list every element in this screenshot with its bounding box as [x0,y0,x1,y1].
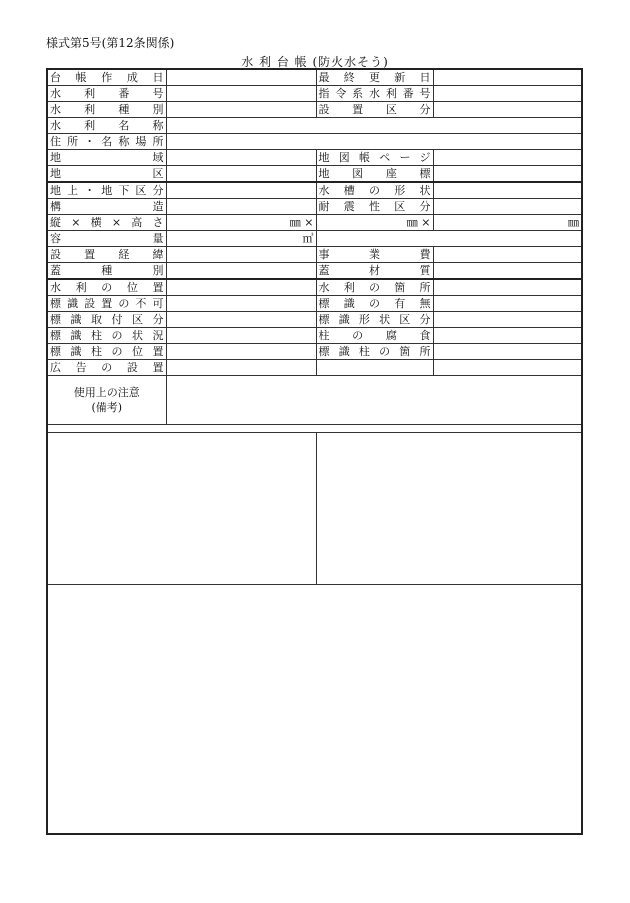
value-address[interactable] [166,134,581,150]
value-sign-shape[interactable] [433,312,581,328]
label-ground-type: 地上・地下区分 [48,182,166,199]
label-seismic: 耐震性区分 [316,199,433,215]
label-lid-material: 蓋材質 [316,263,433,280]
label-region: 地域 [48,150,166,166]
value-created-date[interactable] [166,70,316,86]
dimension-width[interactable]: ㎜ × [316,215,433,231]
label-map-page: 地図帳ページ [316,150,433,166]
table-row [48,118,581,134]
value-ground-type[interactable] [166,182,316,199]
value-district[interactable] [166,166,316,183]
value-water-location[interactable] [433,279,581,296]
label-install-category: 設置区分 [316,102,433,118]
table-row [48,344,581,360]
value-pole-location[interactable] [433,344,581,360]
table-row [48,360,581,376]
value-map-coords[interactable] [433,166,581,183]
value-seismic[interactable] [433,199,581,215]
photo-area [48,432,581,585]
map-area [48,584,581,833]
label-tank-shape: 水槽の形状 [316,182,433,199]
label-sign-mount: 標識取付区分 [48,312,166,328]
usage-notes-title: 使用上の注意 [73,386,140,399]
table-row [48,182,581,199]
dimension-length[interactable]: ㎜ × [166,215,316,231]
label-pole-corrosion: 柱の腐食 [316,328,433,344]
label-structure: 構造 [48,199,166,215]
value-water-position[interactable] [166,279,316,296]
label-advertising: 広告の設置 [48,360,166,376]
form-number: 様式第5号(第12条関係) [46,36,175,50]
label-address: 住所・名称場所 [48,134,166,150]
label-install-history: 設置経緯 [48,247,166,263]
value-region[interactable] [166,150,316,166]
table-row [48,166,581,183]
label-pole-status: 標識柱の状況 [48,328,166,344]
label-sign-shape: 標識形状区分 [316,312,433,328]
label-district: 地区 [48,166,166,183]
value-lid-type[interactable] [166,263,316,280]
value-map-page[interactable] [433,150,581,166]
ledger-table [48,70,581,425]
value-structure[interactable] [166,199,316,215]
value-sign-possible[interactable] [166,296,316,312]
dimension-height[interactable]: ㎜ [433,215,581,231]
value-command-number[interactable] [433,86,581,102]
value-last-updated[interactable] [433,70,581,86]
value-install-category[interactable] [433,102,581,118]
label-pole-location: 標識柱の箇所 [316,344,433,360]
label-command-number: 指令系水利番号 [316,86,433,102]
table-row [48,328,581,344]
value-pole-position[interactable] [166,344,316,360]
ledger-frame [46,68,583,835]
label-created-date: 台帳作成日 [48,70,166,86]
label-sign-present: 標識の有無 [316,296,433,312]
table-row [48,86,581,102]
value-tank-shape[interactable] [433,182,581,199]
table-row [48,296,581,312]
label-dimensions: 縦×横×高さ [48,215,166,231]
label-water-name: 水利名称 [48,118,166,134]
label-map-coords: 地図座標 [316,166,433,183]
value-advertising[interactable] [166,360,316,376]
table-row [48,247,581,263]
value-water-number[interactable] [166,86,316,102]
table-row [48,70,581,86]
label-capacity: 容量 [48,231,166,247]
value-water-type[interactable] [166,102,316,118]
value-water-name[interactable] [166,118,581,134]
label-water-number: 水利番号 [48,86,166,102]
photo-divider [316,433,317,584]
table-row [48,376,581,425]
label-last-updated: 最終更新日 [316,70,433,86]
value-pole-status[interactable] [166,328,316,344]
table-row [48,312,581,328]
advertising-blank-1 [316,360,433,376]
table-row [48,102,581,118]
usage-notes-subtitle: (備考) [91,401,123,414]
value-capacity[interactable]: ㎥ [166,231,316,247]
value-sign-mount[interactable] [166,312,316,328]
label-water-location: 水利の箇所 [316,279,433,296]
page-title: 水 利 台 帳 (防火水そう) [241,55,389,69]
capacity-blank [316,231,581,247]
value-install-history[interactable] [166,247,316,263]
advertising-blank-2 [433,360,581,376]
label-sign-possible: 標識設置の不可 [48,296,166,312]
label-lid-type: 蓋種別 [48,263,166,280]
label-usage-notes [48,376,166,425]
value-sign-present[interactable] [433,296,581,312]
table-row [48,215,581,231]
table-row [48,231,581,247]
table-row [48,279,581,296]
label-water-type: 水利種別 [48,102,166,118]
value-pole-corrosion[interactable] [433,328,581,344]
table-row [48,199,581,215]
label-water-position: 水利の位置 [48,279,166,296]
value-usage-notes[interactable] [166,376,581,425]
table-row [48,150,581,166]
table-row [48,263,581,280]
label-project-cost: 事業費 [316,247,433,263]
table-row [48,134,581,150]
value-project-cost[interactable] [433,247,581,263]
value-lid-material[interactable] [433,263,581,280]
label-pole-position: 標識柱の位置 [48,344,166,360]
